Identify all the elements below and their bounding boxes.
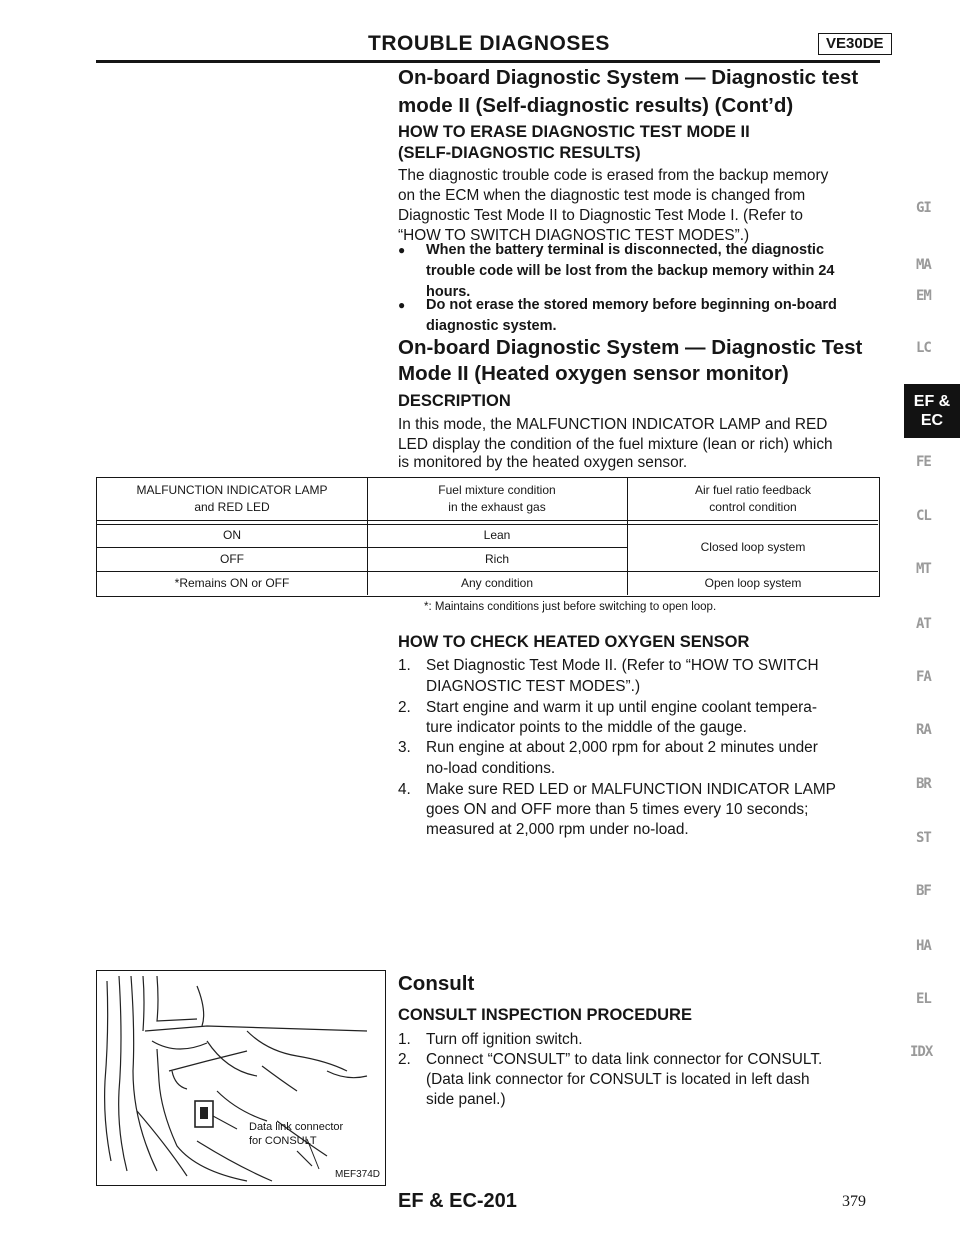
step-number: 1. <box>398 1031 411 1048</box>
erase-heading-line1: HOW TO ERASE DIAGNOSTIC TEST MODE II <box>398 123 750 141</box>
side-tab-gi[interactable]: GI <box>916 200 931 216</box>
section-title-line2: Mode II (Heated oxygen sensor monitor) <box>398 362 789 385</box>
section-title-line2: mode II (Self-diagnostic results) (Cont’d) <box>398 94 794 117</box>
side-tab-ef-ec-active[interactable]: EF & EC <box>904 384 960 438</box>
step-number: 2. <box>398 699 411 716</box>
side-tab-lc[interactable]: LC <box>916 340 931 356</box>
table-cell: Rich <box>484 552 509 566</box>
step-number: 3. <box>398 739 411 756</box>
bullet-dot: ● <box>398 298 406 312</box>
step-text: (Data link connector for CONSULT is located in left dash <box>426 1071 810 1088</box>
table-cell: Open loop system <box>704 576 802 590</box>
check-heading: HOW TO CHECK HEATED OXYGEN SENSOR <box>398 633 750 651</box>
step-number: 4. <box>398 781 411 798</box>
table-header-feedback: Air fuel ratio feedback control condition <box>694 483 812 514</box>
bullet-dot: ● <box>398 243 406 257</box>
step-text: Turn off ignition switch. <box>426 1031 583 1048</box>
side-tab-at[interactable]: AT <box>916 616 931 632</box>
description-heading: DESCRIPTION <box>398 392 511 410</box>
side-tab-fa[interactable]: FA <box>916 669 931 685</box>
erase-paragraph-line: Diagnostic Test Mode II to Diagnostic Test Mode I. (Refer to <box>398 207 803 224</box>
section-title-line1: On-board Diagnostic System — Diagnostic test <box>398 66 859 89</box>
side-tab-fe[interactable]: FE <box>916 454 931 470</box>
section-title-line1: On-board Diagnostic System — Diagnostic Test <box>398 336 863 359</box>
figure-code: MEF374D <box>335 1169 381 1180</box>
page-section-label: EF & EC-201 <box>398 1190 517 1212</box>
connector-label-line1: Data link connector <box>249 1121 344 1133</box>
engine-code-badge: VE30DE <box>818 33 892 55</box>
step-text: Set Diagnostic Test Mode II. (Refer to “HOW TO SWITCH <box>426 657 819 674</box>
side-tab-br[interactable]: BR <box>916 776 931 792</box>
table-cell: ON <box>223 528 241 542</box>
erase-heading-line2: (SELF-DIAGNOSTIC RESULTS) <box>398 144 641 162</box>
table-header-lamp: MALFUNCTION INDICATOR LAMP and RED LED <box>136 483 328 514</box>
page-header-title: TROUBLE DIAGNOSES <box>368 32 610 55</box>
side-tab-idx[interactable]: IDX <box>910 1044 933 1060</box>
consult-heading: CONSULT INSPECTION PROCEDURE <box>398 1006 692 1024</box>
connector-label-line2: for CONSULT <box>249 1135 317 1147</box>
step-text: Start engine and warm it up until engine coolant tempera- <box>426 699 817 716</box>
table-cell: OFF <box>220 552 244 566</box>
side-tab-bf[interactable]: BF <box>916 883 931 899</box>
description-line: is monitored by the heated oxygen sensor. <box>398 454 688 471</box>
step-text: side panel.) <box>426 1091 506 1108</box>
lamp-status-table <box>96 477 880 597</box>
side-tab-cl[interactable]: CL <box>916 508 931 524</box>
dash-panel-drawing <box>97 971 386 1186</box>
table-cell: Lean <box>483 528 511 542</box>
side-tab-st[interactable]: ST <box>916 830 931 846</box>
erase-paragraph-line: on the ECM when the diagnostic test mode is changed from <box>398 187 806 204</box>
bullet-text-line: Do not erase the stored memory before beginning on-board <box>426 297 837 313</box>
side-tab-ma[interactable]: MA <box>916 257 931 273</box>
step-text: goes ON and OFF more than 5 times every 10 seconds; <box>426 801 809 818</box>
step-text: Make sure RED LED or MALFUNCTION INDICATOR LAMP <box>426 781 836 798</box>
side-tab-el[interactable]: EL <box>916 991 931 1007</box>
table-footnote: *: Maintains conditions just before switching to open loop. <box>424 601 717 613</box>
side-tab-mt[interactable]: MT <box>916 561 931 577</box>
step-number: 1. <box>398 657 411 674</box>
erase-paragraph-line: The diagnostic trouble code is erased from the backup memory <box>398 167 829 184</box>
step-text: ture indicator points to the middle of the gauge. <box>426 719 747 736</box>
dash-panel-illustration <box>96 970 386 1186</box>
table-header-fuel-mixture: Fuel mixture condition in the exhaust gas <box>438 483 556 514</box>
step-text: DIAGNOSTIC TEST MODES”.) <box>426 678 641 695</box>
side-tab-ra[interactable]: RA <box>916 722 931 738</box>
bullet-text-line: trouble code will be lost from the backup memory within 24 <box>426 263 835 279</box>
header-rule <box>96 60 880 63</box>
bullet-text-line: hours. <box>426 284 471 300</box>
side-tab-em[interactable]: EM <box>916 288 931 304</box>
step-number: 2. <box>398 1051 411 1068</box>
erase-paragraph-line: “HOW TO SWITCH DIAGNOSTIC TEST MODES”.) <box>398 227 750 244</box>
step-text: Run engine at about 2,000 rpm for about 2 minutes under <box>426 739 818 756</box>
description-line: LED display the condition of the fuel mixture (lean or rich) which <box>398 436 833 453</box>
page-number: 379 <box>842 1193 866 1210</box>
step-text: measured at 2,000 rpm under no-load. <box>426 821 689 838</box>
consult-title: Consult <box>398 972 475 995</box>
step-text: no-load conditions. <box>426 760 556 777</box>
bullet-text-line: diagnostic system. <box>426 318 557 334</box>
bullet-text-line: When the battery terminal is disconnected, the diagnostic <box>426 242 825 258</box>
description-line: In this mode, the MALFUNCTION INDICATOR LAMP and RED <box>398 416 828 433</box>
step-text: Connect “CONSULT” to data link connector for CONSULT. <box>426 1051 823 1068</box>
side-tab-ha[interactable]: HA <box>916 938 931 954</box>
table-cell-merged: Closed loop system <box>700 540 806 554</box>
table-cell: *Remains ON or OFF <box>174 576 290 590</box>
table-cell: Any condition <box>460 576 534 590</box>
